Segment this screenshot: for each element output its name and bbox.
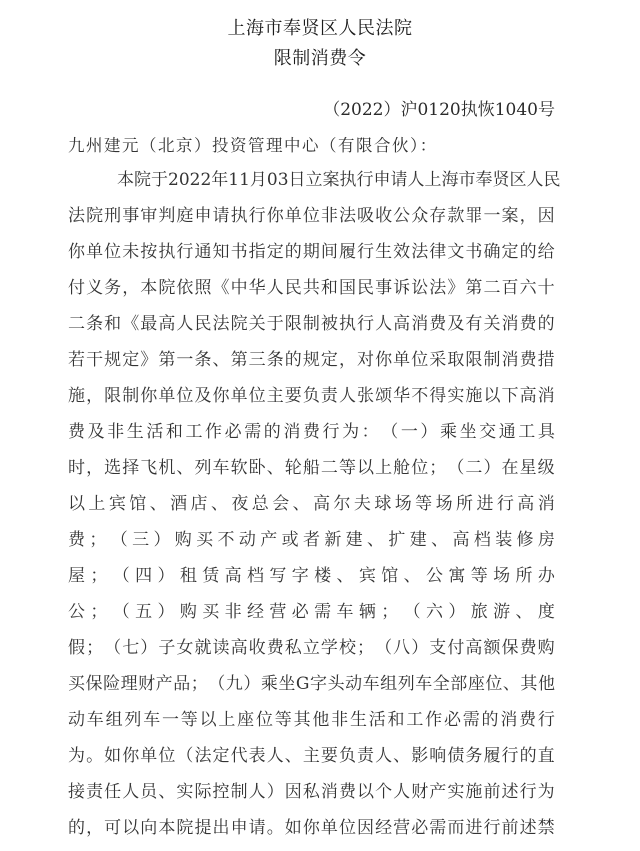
addressee: 九州建元（北京）投资管理中心（有限合伙）： xyxy=(68,136,438,155)
body-line: 的 ， 可 以 向 本 院 提 出 申 请 。 如 你 单 位 因 经 营 必 需 而 进 行 前 述 禁 xyxy=(68,818,555,838)
body-line: 为 。 如 你 单 位 （ 法 定 代 表 人 、 主 要 负 责 人 、 影 响 债 务 履 行 的 直 xyxy=(68,746,555,766)
body-line: 以 上 宾 馆 、 酒 店 、 夜 总 会 、 高 尔 夫 球 场 等 场 所 进 行 高 消 xyxy=(68,494,555,514)
body-line: 公 ； （ 五 ） 购 买 非 经 营 必 需 车 辆 ； （ 六 ） 旅 游 、 度 xyxy=(68,602,555,622)
body-line: 费 ； （ 三 ） 购 买 不 动 产 或 者 新 建 、 扩 建 、 高 档 装 修 房 xyxy=(68,530,555,550)
body-line: 费 及 非 生 活 和 工 作 必 需 的 消 费 行 为 ： （ 一 ） 乘 坐 交 通 工 具 xyxy=(68,422,555,442)
body-line: 买 保 险 理 财 产 品 ； （ 九 ） 乘 坐 G 字 头 动 车 组 列 车 全 部 座 位 、 其 他 xyxy=(68,674,555,694)
body-line: 时 ， 选 择 飞 机 、 列 车 软 卧 、 轮 船 二 等 以 上 舱 位 ； （ 二 ） 在 星 级 xyxy=(68,458,555,478)
body-line: 假 ； （ 七 ） 子 女 就 读 高 收 费 私 立 学 校 ； （ 八 ） 支 付 高 额 保 费 购 xyxy=(68,638,555,658)
body-line: 法 院 刑 事 审 判 庭 申 请 执 行 你 单 位 非 法 吸 收 公 众 存 款 罪 一 案 ， 因 xyxy=(68,206,555,226)
body-line: 付 义 务 ， 本 院 依 照 《 中 华 人 民 共 和 国 民 事 诉 讼 法 》 第 二 百 六 十 xyxy=(68,278,555,298)
body-line: 本 院 于 2022 年 11 月 03 日 立 案 执 行 申 请 人 上 海 市 奉 贤 区 人 民 xyxy=(117,170,561,190)
case-number: （2022）沪0120执恢1040号 xyxy=(323,100,555,120)
body-line: 接 责 任 人 员 、 实 际 控 制 人 ） 因 私 消 费 以 个 人 财 产 实 施 前 述 行 为 xyxy=(68,782,555,802)
body-line: 屋 ； （ 四 ） 租 赁 高 档 写 字 楼 、 宾 馆 、 公 寓 等 场 所 办 xyxy=(68,566,555,586)
body-line: 若 干 规 定 》 第 一 条 、 第 三 条 的 规 定 ， 对 你 单 位 采 取 限 制 消 费 措 xyxy=(68,350,555,370)
court-name: 上海市奉贤区人民法院 xyxy=(227,18,413,39)
body-line: 施 ， 限 制 你 单 位 及 你 单 位 主 要 负 责 人 张 颂 华 不 得 实 施 以 下 高 消 xyxy=(68,386,555,406)
body-text xyxy=(68,167,561,851)
document-title: 限制消费令 xyxy=(273,48,367,69)
body-line: 动 车 组 列 车 一 等 以 上 座 位 等 其 他 非 生 活 和 工 作 必 需 的 消 费 行 xyxy=(68,710,555,730)
body-line: 二 条 和 《 最 高 人 民 法 院 关 于 限 制 被 执 行 人 高 消 费 及 有 关 消 费 的 xyxy=(68,314,555,334)
body-line: 你 单 位 未 按 执 行 通 知 书 指 定 的 期 间 履 行 生 效 法 律 文 书 确 定 的 给 xyxy=(68,242,555,262)
